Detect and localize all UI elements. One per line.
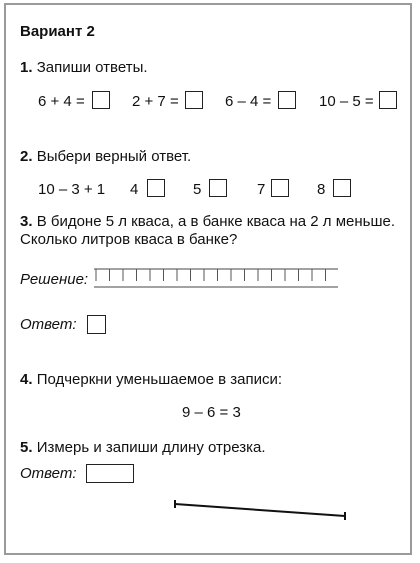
line-segment [172,499,350,521]
answer-label-task-5: Ответ: [20,465,77,482]
task-4-heading [20,371,282,388]
task-4-number: 4. [20,371,33,388]
task-1-text: Запиши ответы. [36,59,148,76]
task-5-text: Измерь и запиши длину отрезка. [36,439,266,456]
task-2-expression: 10 – 3 + 1 [38,181,106,198]
task-1-expr-3: 6 – 4 = [225,93,272,110]
task-5-number: 5. [20,439,33,456]
task-1-answer-box-2[interactable] [185,91,203,109]
task-2-heading [20,148,191,165]
task-2-option-1: 4 [130,181,139,198]
task-1-answer-box-4[interactable] [379,91,397,109]
task-5-heading [20,439,266,456]
task-3-answer-box[interactable] [87,315,106,334]
task-2-option-2: 5 [193,181,202,198]
task-4-text: Подчеркни уменьшаемое в записи: [36,371,282,388]
answer-label-task-3: Ответ: [20,316,77,333]
solution-grid[interactable] [94,267,340,291]
task-2-option-box-2[interactable] [209,179,227,197]
task-1-expr-1: 6 + 4 = [38,93,85,110]
task-1-expr-4: 10 – 5 = [319,93,374,110]
task-4-expression[interactable]: 9 – 6 = 3 [182,404,241,421]
task-3-number: 3. [20,213,33,230]
task-1-answer-box-1[interactable] [92,91,110,109]
task-1-answer-box-3[interactable] [278,91,296,109]
task-2-text: Выбери верный ответ. [36,148,192,165]
solution-label: Решение: [20,271,89,288]
task-2-option-box-4[interactable] [333,179,351,197]
task-3-text-line-2: Сколько литров кваса в банке? [20,231,238,248]
task-5-answer-box[interactable] [86,464,134,483]
task-2-option-3: 7 [257,181,266,198]
variant-title: Вариант 2 [20,23,95,40]
worksheet [4,3,412,555]
task-2-option-box-1[interactable] [147,179,165,197]
task-3-text-line-1: В бидоне 5 л кваса, а в банке кваса на 2 л меньше. [36,213,396,230]
task-3-heading [20,213,395,230]
task-2-number: 2. [20,148,33,165]
task-1-expr-2: 2 + 7 = [132,93,179,110]
task-2-option-4: 8 [317,181,326,198]
task-2-option-box-3[interactable] [271,179,289,197]
task-1-heading [20,59,148,76]
task-1-number: 1. [20,59,33,76]
